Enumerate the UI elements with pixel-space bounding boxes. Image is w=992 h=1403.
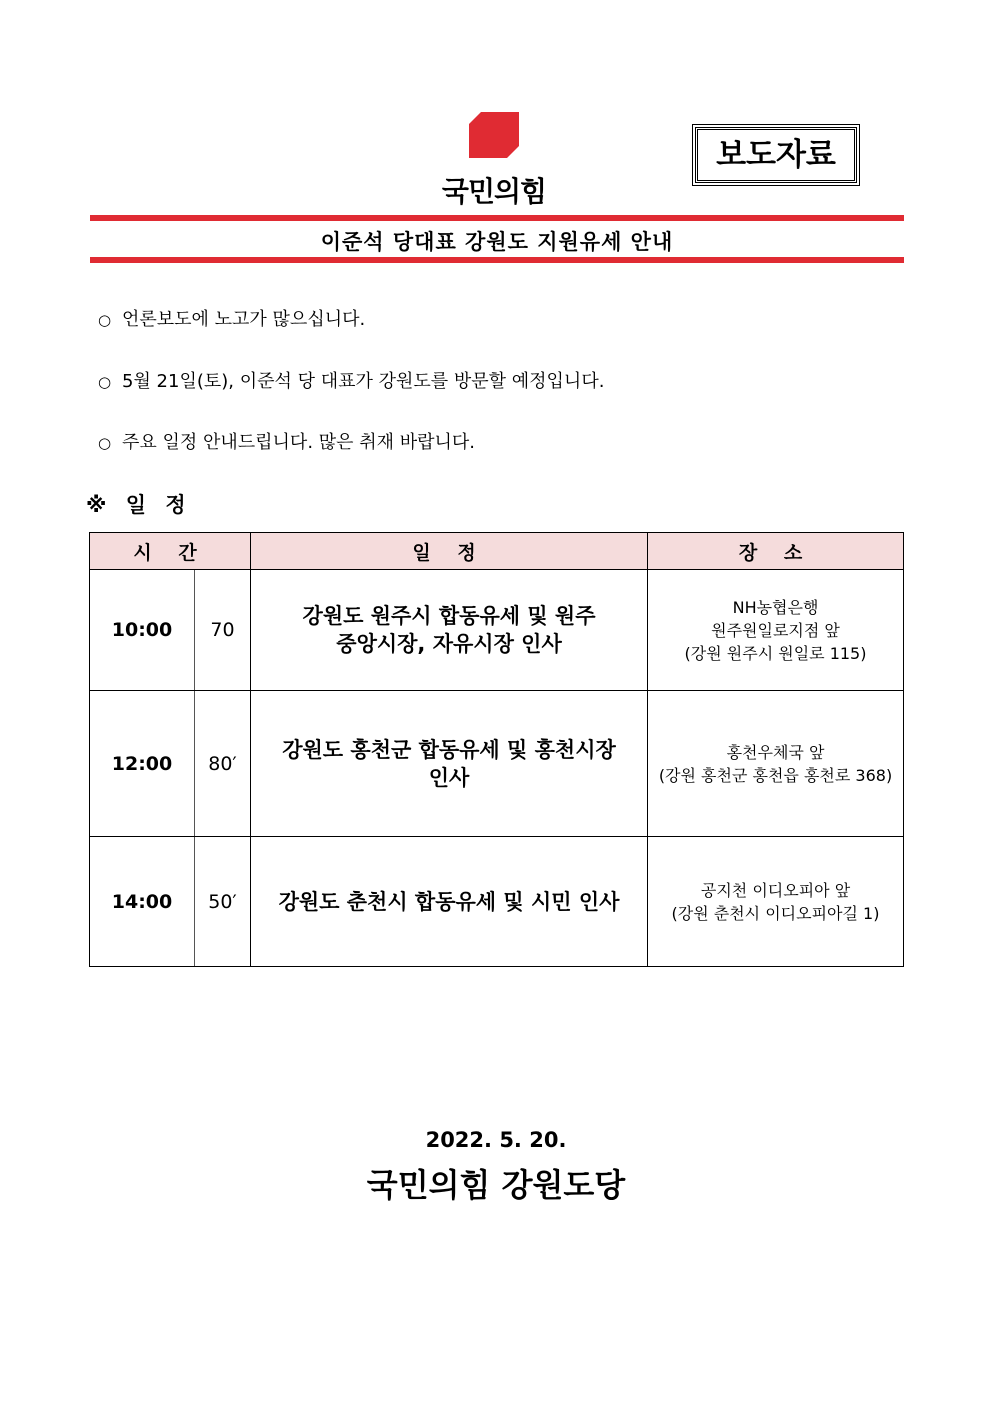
place-line: 원주원일로지점 앞 <box>711 620 840 640</box>
bullet-text: 주요 일정 안내드립니다. 많은 취재 바랍니다. <box>122 432 476 453</box>
event-line: 강원도 춘천시 합동유세 및 시민 인사 <box>278 889 620 914</box>
schedule-heading: ※ 일 정 <box>86 493 192 517</box>
place-line: (강원 원주시 원일로 115) <box>684 643 867 663</box>
table-header-row <box>90 533 904 570</box>
table-row <box>90 691 904 837</box>
event-line: 중앙시장, 자유시장 인사 <box>336 632 562 656</box>
row-place <box>648 837 904 967</box>
row-place <box>648 691 904 837</box>
event-line: 강원도 홍천군 합동유세 및 홍천시장 <box>282 737 616 762</box>
place-line: NH농협은행 <box>732 597 819 617</box>
bullet-item <box>98 428 475 454</box>
bullet-mark: ○ <box>98 373 112 391</box>
bullet-item <box>98 305 365 331</box>
page-title: 이준석 당대표 강원도 지원유세 안내 <box>320 230 674 254</box>
event-line: 강원도 원주시 합동유세 및 원주 <box>302 604 596 628</box>
bullet-mark: ○ <box>98 311 112 329</box>
release-date: 2022. 5. 20. <box>425 1128 567 1152</box>
press-release-badge: 보도자료 <box>695 127 857 183</box>
organization-name: 국민의힘 강원도당 <box>366 1166 626 1204</box>
place-line: 공지천 이디오피아 앞 <box>700 880 851 900</box>
row-event <box>251 691 648 837</box>
column-header-place: 장 소 <box>648 533 904 570</box>
column-header-time: 시 간 <box>90 533 251 570</box>
row-time: 12:00 <box>90 691 195 837</box>
row-event <box>251 837 648 967</box>
logo-mark-icon <box>469 112 519 158</box>
bullet-text: 5월 21일(토), 이준석 당 대표가 강원도를 방문할 예정입니다. <box>122 371 605 392</box>
place-line: 홍천우체국 앞 <box>726 742 825 762</box>
row-duration: 70 <box>195 570 251 691</box>
row-event <box>251 570 648 691</box>
row-time: 14:00 <box>90 837 195 967</box>
row-time: 10:00 <box>90 570 195 691</box>
bullet-item <box>98 367 604 393</box>
event-line: 인사 <box>428 765 470 790</box>
place-line: (강원 춘천시 이디오피아길 1) <box>671 903 880 923</box>
bullet-mark: ○ <box>98 434 112 452</box>
place-line: (강원 홍천군 홍천읍 홍천로 368) <box>658 765 893 785</box>
column-header-event: 일 정 <box>251 533 648 570</box>
title-bar-top <box>90 215 904 221</box>
schedule-table <box>89 532 904 967</box>
row-duration: 50′ <box>195 837 251 967</box>
row-duration: 80′ <box>195 691 251 837</box>
row-place <box>648 570 904 691</box>
table-row <box>90 837 904 967</box>
table-row <box>90 570 904 691</box>
bullet-text: 언론보도에 노고가 많으십니다. <box>122 309 366 330</box>
title-bar-bottom <box>90 257 904 263</box>
logo-text: 국민의힘 <box>441 175 547 208</box>
